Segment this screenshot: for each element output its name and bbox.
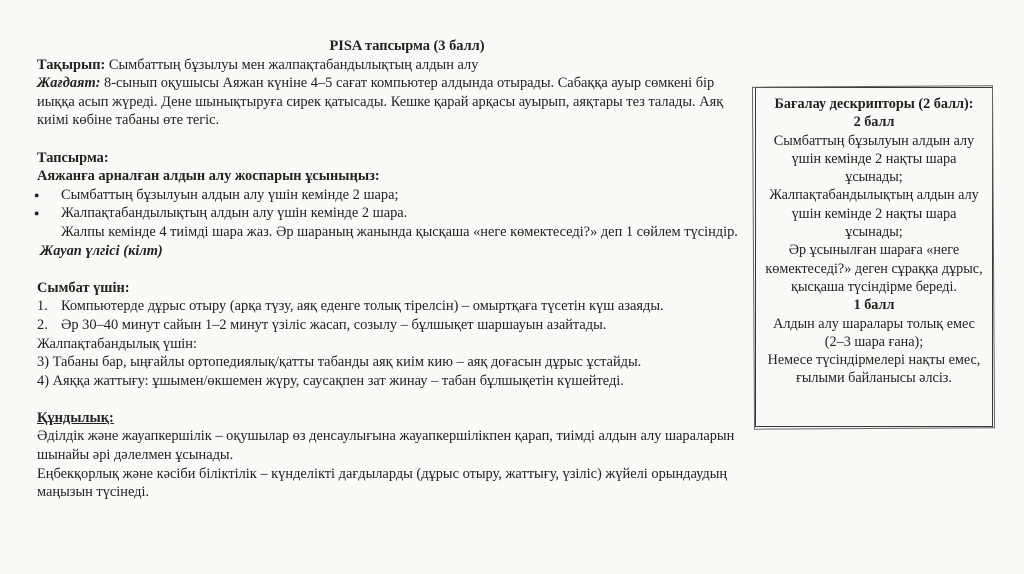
situation-text: 8-сынып оқушысы Аяжан күніне 4–5 сағат компьютер алдында отырады. Сабаққа ауыр сөмкені бір иыққа асып жүреді. Дене шынықтыруға сирек қатысады. Кешке қарай арқасы ауырып, аяқтары тез талады. Аяқ киімі көбіне табаны өте тегіс.	[37, 75, 724, 129]
list-item: 2. Әр 30–40 минут сайын 1–2 минут үзіліс жасап, созылу – бұлшықет шаршауын азайтады.	[37, 316, 607, 333]
task-heading: Тапсырма:	[37, 149, 109, 166]
descriptor-line: Жалпақтабандылықтың алдын алу үшін кемінде 2 нақты шара ұсынады;	[769, 187, 979, 241]
descriptor-heading: Бағалау дескрипторы (2 балл):	[774, 96, 974, 112]
list-item: 1. Компьютерде дұрыс отыру (арқа түзу, аяқ еденге толық тірелсін) – омыртқаға түсетін күш азаяды.	[37, 298, 664, 315]
descriptor-line: Сымбаттың бұзылуын алдын алу үшін кемінде 2 нақты шара ұсынады;	[773, 132, 975, 186]
topic-text: Сымбаттың бұзылуы мен жалпақтабандылықтың алдын алу	[105, 56, 479, 73]
task-content	[34, 37, 747, 502]
posture-heading: Сымбат үшін:	[37, 279, 130, 296]
list-item: ● Жалпақтабандылықтың алдын алу үшін кемінде 2 шара.	[34, 205, 408, 222]
bullet-icon: ●	[34, 189, 40, 200]
descriptor-line: Немесе түсіндірмелері нақты емес, ғылыми байланысы әлсіз.	[767, 352, 981, 387]
task-note: Жалпы кемінде 4 тиімді шара жаз. Әр шараның жанында қысқаша «неге көмектеседі?» деп 1 сөйлем түсіндір.	[61, 223, 738, 240]
task-subheading: Аяжанға арналған алдын алу жоспарын ұсыныңыз:	[37, 168, 380, 185]
list-item: 4) Аяққа жаттығу: ұшымен/өкшемен жүру, саусақпен зат жинау – табан бұлшықетін күшейтеді.	[37, 372, 624, 389]
descriptor-line: Әр ұсынылған шараға «неге көмектеседі?» деген сұраққа дұрыс, қысқаша түсіндірме береді.	[765, 242, 983, 295]
topic-line	[37, 56, 747, 75]
task-title: PISA тапсырма (3 балл)	[329, 38, 485, 54]
situation-label: Жағдаят:	[37, 75, 101, 92]
score-1-label: 1 балл	[853, 297, 895, 314]
list-item: 3) Табаны бар, ыңғайлы ортопедиялық/қатты табанды аяқ киім кию – аяқ доғасын дұрыс ұстайды.	[37, 354, 642, 371]
descriptor-line: Алдын алу шаралары толық емес (2–3 шара ғана);	[773, 315, 975, 350]
values-paragraph-1: Әділдік және жауапкершілік – оқушылар өз денсаулығына жауапкершілікпен қарап, тиімді алдын алу шараларын шынайы әрі дәлелмен ұсынады.	[37, 428, 735, 464]
values-heading: Құндылық:	[37, 409, 114, 426]
topic-label: Тақырып:	[37, 56, 106, 73]
bullet-icon: ●	[34, 208, 40, 219]
flatfoot-heading: Жалпақтабандылық үшін:	[37, 335, 197, 352]
answer-heading: Жауап үлгісі (кілт)	[40, 242, 163, 259]
assessment-descriptor-box	[755, 87, 993, 427]
score-2-label: 2 балл	[853, 114, 895, 131]
values-paragraph-2: Еңбекқорлық және кәсіби біліктілік – күнделікті дағдыларды (дұрыс отыру, жаттығу, үзіліс) жүйелі орындаудың маңызын түсінеді.	[37, 465, 728, 501]
list-item: ● Сымбаттың бұзылуын алдын алу үшін кемінде 2 шара;	[34, 186, 399, 203]
situation-paragraph	[37, 74, 747, 130]
